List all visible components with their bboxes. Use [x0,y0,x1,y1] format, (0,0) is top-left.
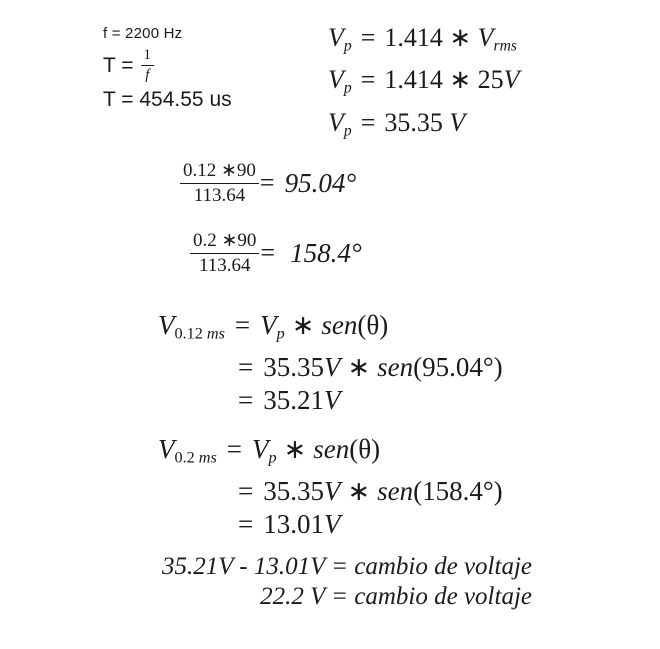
multiply-operator: ∗ [347,475,371,506]
subscript-time-unit: ms [206,324,225,343]
voltage-change-conclusion [132,552,532,612]
sine-argument: (95.04°) [413,351,503,382]
sine-function: sen [377,351,414,382]
period-lhs: T = [103,53,134,77]
voltage-equation-line [228,508,503,541]
angle-fraction-numerator: 0.2 ∗90 [193,230,257,251]
vp-variable-subscript: p [343,79,352,97]
period-fraction-numerator: 1 [143,47,152,63]
vp-variable-subscript: p [343,37,352,55]
vp-variable-subscript: p [268,448,277,467]
vp-equation-row [328,21,520,63]
vp-expression: 1.414 ∗ 25 [384,65,504,95]
volt-unit: V [323,508,341,539]
voltage-equation-line [228,384,503,417]
vp-variable-subscript: p [276,324,285,343]
angle-calculation-row [190,230,362,277]
voltage-equation-line [158,433,503,475]
conclusion-line: 35.21V - 13.01V = cambio de voltaje [161,553,532,580]
equals-sign: = [360,23,376,52]
vp-variable: V [260,310,277,340]
voltage-value: 13.01 [263,508,324,539]
voltage-value: 35.35 [263,475,324,506]
angle-result: 95.04° [284,167,357,198]
sine-function: sen [321,310,358,340]
voltage-equation-line [158,309,503,351]
volt-unit: V [323,351,341,382]
angle-fraction-denominator: 113.64 [190,253,259,277]
equals-sign: = [226,434,243,464]
angle-fraction [190,230,259,277]
multiply-operator: ∗ [347,351,371,382]
voltage-variable-subscript [175,325,225,343]
vp-variable: V [328,65,344,95]
equals-sign: = [260,238,276,268]
vp-tail-subscript: rms [493,37,517,55]
period-value-line: T = 454.55 us [103,88,232,111]
angle-result: 158.4° [290,237,362,268]
voltage-variable: V [158,310,175,340]
equals-sign: = [360,65,376,95]
frequency-line: f = 2200 Hz [103,25,183,42]
sine-argument: (θ) [357,310,389,340]
sine-argument: (θ) [349,434,381,464]
volt-unit: V [323,475,341,506]
volt-unit: V [323,384,341,415]
angle-fraction-numerator: 0.12 ∗90 [183,160,256,181]
period-formula [103,47,154,85]
angle-fraction-denominator: 113.64 [180,183,259,207]
sine-function: sen [313,434,350,464]
equals-sign: = [238,475,254,506]
voltage-variable-subscript [175,449,217,467]
voltage-value: 35.21 [263,384,324,415]
vp-equation-row [328,106,520,148]
subscript-time-value: 0.12 [174,324,207,343]
vp-expression: 1.414 ∗ [384,23,478,52]
sine-function: sen [377,475,414,506]
voltage-equation-line [228,351,503,384]
vp-variable: V [328,23,344,52]
vp-variable: V [252,434,269,464]
vp-equation-row [328,63,520,105]
equals-sign: = [238,508,254,539]
equals-sign: = [238,384,254,415]
subscript-time-value: 0.2 [174,448,199,467]
instant-voltage-block-0-2ms [158,433,503,541]
vp-tail-variable: V [449,107,466,137]
vp-tail-variable: V [503,65,520,95]
voltage-value: 35.35 [263,351,324,382]
vp-variable: V [328,107,344,137]
vp-tail-variable: V [477,23,494,52]
angle-calculation-row [180,160,356,207]
instant-voltage-block-0-12ms [158,309,503,417]
voltage-variable: V [158,434,175,464]
subscript-time-unit: ms [198,448,217,467]
multiply-operator: ∗ [283,434,307,464]
equals-sign: = [259,168,275,198]
multiply-operator: ∗ [291,310,315,340]
vp-expression: 35.35 [384,107,450,137]
vp-variable-subscript: p [343,122,352,140]
peak-voltage-block [328,21,520,148]
angle-fraction [180,160,259,207]
period-fraction-denominator: f [141,65,155,84]
period-fraction [141,47,155,85]
equals-sign: = [238,351,254,382]
conclusion-line: 22.2 V = cambio de voltaje [260,583,532,610]
equals-sign: = [234,310,251,340]
sine-argument: (158.4°) [413,475,503,506]
voltage-equation-line [228,475,503,508]
equals-sign: = [360,107,376,137]
